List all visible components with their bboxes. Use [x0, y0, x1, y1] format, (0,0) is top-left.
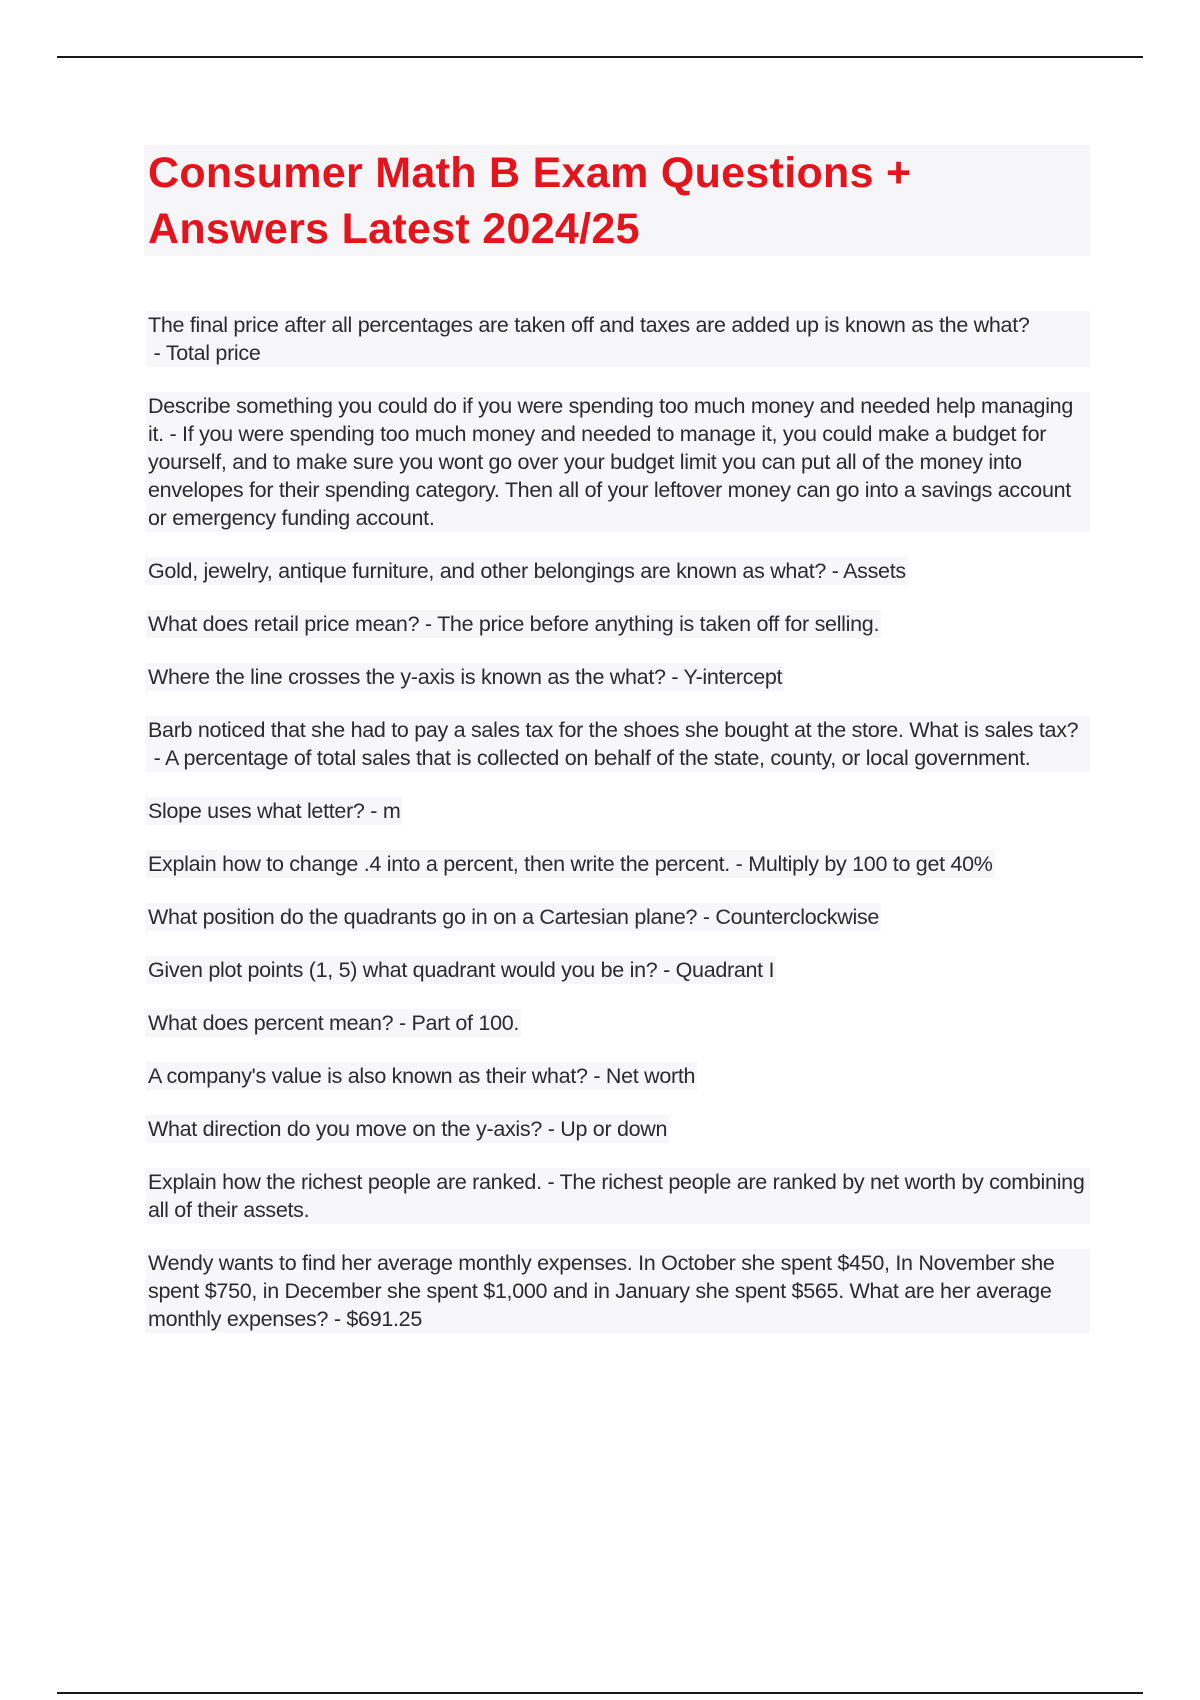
qa-item — [146, 1009, 1090, 1062]
qa-separator: - — [697, 905, 716, 929]
qa-separator: - — [148, 341, 166, 365]
qa-separator: - — [542, 1117, 561, 1141]
qa-text — [146, 1168, 1090, 1224]
qa-separator: - — [148, 746, 166, 770]
qa-text — [146, 716, 1090, 772]
qa-item — [146, 1115, 1090, 1168]
qa-separator: - — [826, 559, 844, 583]
question-text: What does retail price mean? — [148, 612, 420, 636]
qa-separator: - — [665, 665, 684, 689]
qa-item — [146, 557, 1090, 610]
answer-text: Y-intercept — [683, 665, 783, 689]
question-text: A company's value is also known as their what? — [148, 1064, 588, 1088]
question-text: Given plot points (1, 5) what quadrant would you be in? — [148, 958, 658, 982]
qa-text — [146, 311, 1090, 367]
qa-item — [146, 1062, 1090, 1115]
qa-text — [146, 1009, 521, 1037]
answer-text: The price before anything is taken off for selling. — [437, 612, 880, 636]
title-line-2: Answers Latest 2024/25 — [148, 205, 640, 253]
answer-text: Counterclockwise — [715, 905, 880, 929]
question-text: Where the line crosses the y-axis is known as the what? — [148, 665, 666, 689]
qa-item — [146, 903, 1090, 956]
qa-separator: - — [587, 1064, 606, 1088]
qa-item — [146, 311, 1090, 392]
answer-text: Assets — [843, 559, 906, 583]
question-text: Describe something you could do if you were spending too much money and needed help managing it. — [148, 394, 1073, 446]
question-text: What does percent mean? — [148, 1011, 394, 1035]
answer-text: Up or down — [560, 1117, 668, 1141]
qa-item — [146, 610, 1090, 663]
qa-text — [146, 850, 995, 878]
question-text: Explain how to change .4 into a percent, then write the percent. — [148, 852, 730, 876]
question-text: What position do the quadrants go in on a Cartesian plane? — [148, 905, 698, 929]
qa-separator: - — [393, 1011, 412, 1035]
question-text: Gold, jewelry, antique furniture, and other belongings are known as what? — [148, 559, 827, 583]
answer-text: A percentage of total sales that is collected on behalf of the state, county, or local government. — [165, 746, 1031, 770]
question-text: What direction do you move on the y-axis? — [148, 1117, 543, 1141]
qa-item — [146, 1249, 1090, 1358]
answer-text: Net worth — [605, 1064, 696, 1088]
qa-item — [146, 716, 1090, 797]
answer-text: Quadrant I — [675, 958, 775, 982]
question-text: Explain how the richest people are ranked. — [148, 1170, 542, 1194]
answer-text: If you were spending too much money and needed to manage it, you could make a budget for yourself, and to make sure you wont go over your budget limit you can put all of the money into envelopes for their spending category. Then all of your leftover money can go into a savings account or emergency funding account. — [148, 422, 1071, 530]
answer-text: m — [382, 799, 401, 823]
qa-text — [146, 557, 908, 585]
qa-text — [146, 610, 881, 638]
qa-item — [146, 797, 1090, 850]
bottom-rule — [57, 1692, 1143, 1694]
qa-text — [146, 797, 402, 825]
qa-separator: - — [419, 612, 438, 636]
top-rule — [57, 56, 1143, 58]
answer-text: Part of 100. — [411, 1011, 520, 1035]
qa-item — [146, 956, 1090, 1009]
qa-text — [146, 956, 776, 984]
qa-text — [146, 1249, 1090, 1333]
qa-separator: - — [729, 852, 749, 876]
answer-text: $691.25 — [346, 1307, 422, 1331]
qa-item — [146, 1168, 1090, 1249]
qa-text — [146, 1062, 697, 1090]
qa-separator: - — [328, 1307, 347, 1331]
question-text: Slope uses what letter? — [148, 799, 365, 823]
answer-text: The richest people are ranked by net worth by combining all of their assets. — [148, 1170, 1085, 1222]
answer-text: Multiply by 100 to get 40% — [748, 852, 993, 876]
qa-text — [146, 1115, 669, 1143]
qa-item — [146, 392, 1090, 557]
question-text: The final price after all percentages are taken off and taxes are added up is known as the what? — [148, 313, 1030, 337]
qa-item — [146, 850, 1090, 903]
qa-separator: - — [657, 958, 676, 982]
qa-separator: - — [163, 422, 183, 446]
question-text: Wendy wants to find her average monthly expenses. In October she spent $450, In November she spent $750, in December she spent $1,000 and in January she spent $565. What are her average monthly expenses? — [148, 1251, 1055, 1331]
qa-text — [146, 663, 784, 691]
title-line-1: Consumer Math B Exam Questions + — [148, 149, 912, 197]
qa-separator: - — [364, 799, 383, 823]
answer-text: Total price — [165, 341, 261, 365]
qa-text — [146, 903, 881, 931]
qa-item — [146, 663, 1090, 716]
page-title — [148, 145, 1086, 257]
title-block — [144, 145, 1090, 256]
question-text: Barb noticed that she had to pay a sales tax for the shoes she bought at the store. What is sales tax? — [148, 718, 1079, 742]
qa-list — [146, 311, 1090, 1358]
qa-separator: - — [541, 1170, 560, 1194]
qa-text — [146, 392, 1090, 532]
